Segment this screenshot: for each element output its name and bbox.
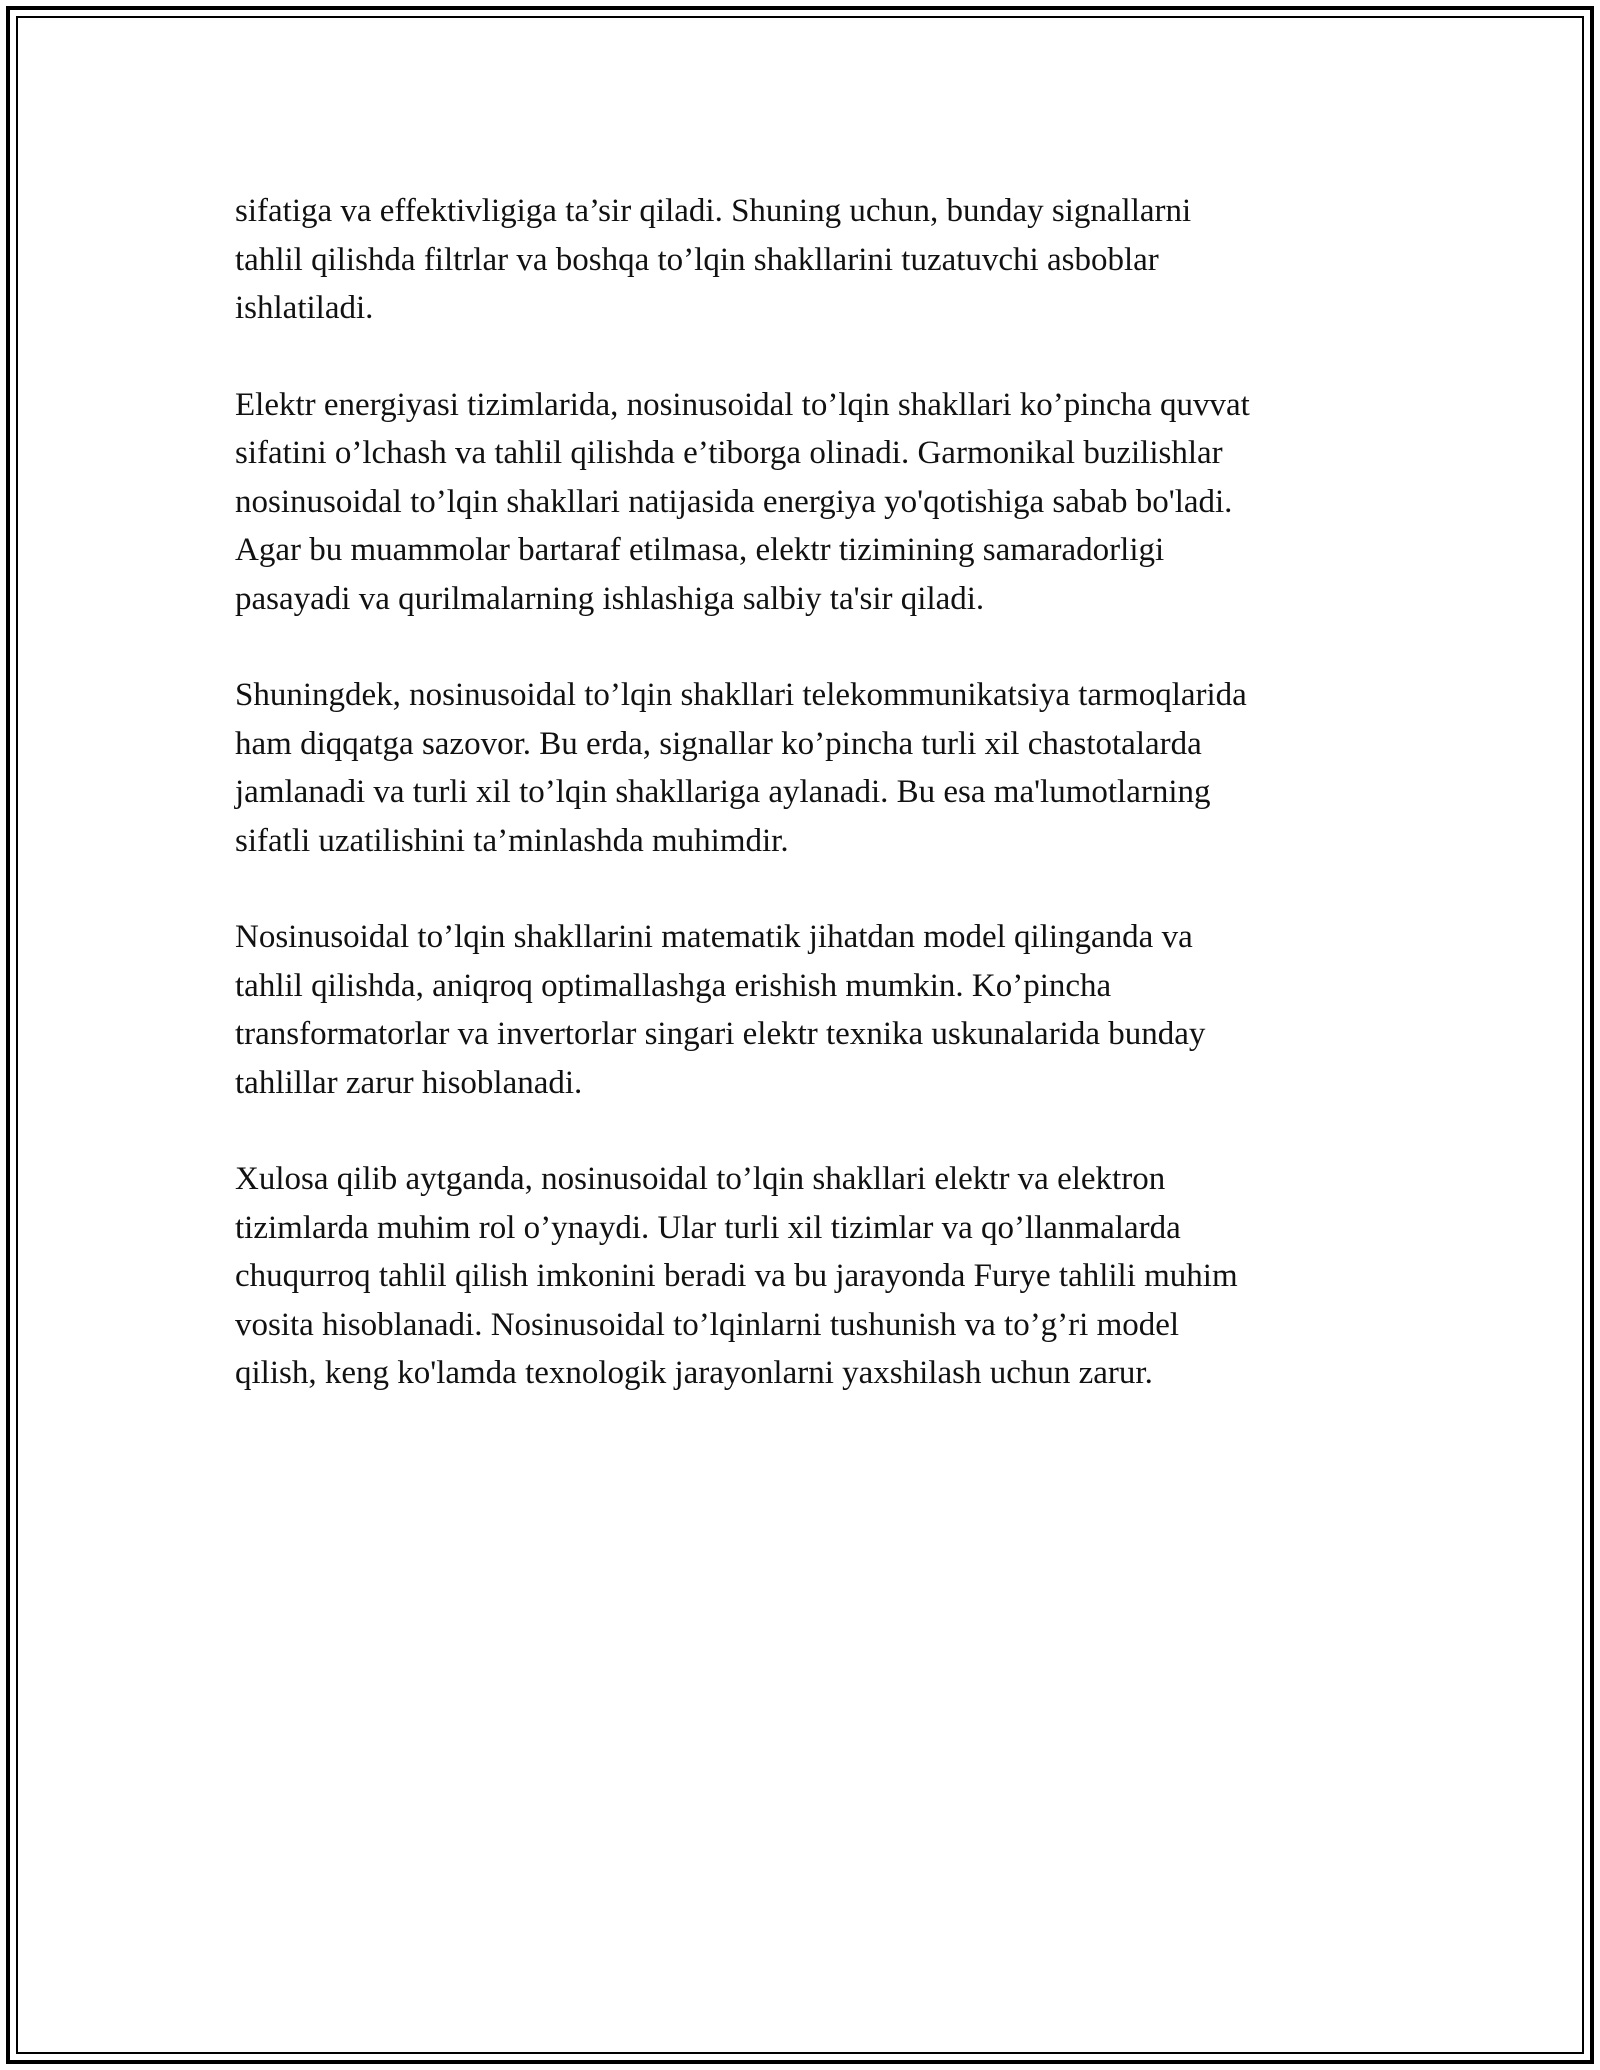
text-line: pasayadi va qurilmalarning ishlashiga salbiy ta'sir qiladi. [235,580,985,617]
text-line: ishlatiladi. [235,290,374,326]
text-line: tizimlarda muhim rol o’ynaydi. Ular turli xil tizimlar va qo’llanmalarda [235,1209,1181,1246]
text-line: chuqurroq tahlil qilish imkonini beradi va bu jarayonda Furye tahlili muhim [235,1258,1238,1294]
paragraph [235,187,1375,333]
text-line: Nosinusoidal to’lqin shakllarini matematik jihatdan model qilinganda va [235,919,1193,955]
text-line: transformatorlar va invertorlar singari elektr texnika uskunalarida bunday [235,1016,1206,1052]
text-line: qilish, keng ko'lamda texnologik jarayonlarni yaxshilash uchun zarur. [235,1355,1153,1391]
text-line: jamlanadi va turli xil to’lqin shakllariga aylanadi. Bu esa ma'lumotlarning [235,774,1211,810]
text-line: nosinusoidal to’lqin shakllari natijasida energiya yo'qotishiga sabab bo'ladi. [235,483,1233,520]
text-line: Shuningdek, nosinusoidal to’lqin shakllari telekommunikatsiya tarmoqlarida [235,677,1247,713]
text-line: sifatli uzatilishini ta’minlashda muhimdir. [235,822,789,859]
text-line: sifatiga va effektivligiga ta’sir qiladi. Shuning uchun, bunday signallarni [235,193,1192,229]
text-line: ham diqqatga sazovor. Bu erda, signallar ko’pincha turli xil chastotalarda [235,725,1202,762]
paragraph [235,381,1375,624]
text-line: Agar bu muammolar bartaraf etilmasa, elektr tizimining samaradorligi [235,532,1165,568]
paragraph [235,913,1375,1107]
document-body [235,187,1375,1446]
text-line: tahlil qilishda, aniqroq optimallashga erishish mumkin. Ko’pincha [235,967,1112,1004]
paragraph [235,671,1375,865]
text-line: Xulosa qilib aytganda, nosinusoidal to’lqin shakllari elektr va elektron [235,1161,1166,1197]
text-line: tahlil qilishda filtrlar va boshqa to’lqin shakllarini tuzatuvchi asboblar [235,241,1159,278]
text-line: sifatini o’lchash va tahlil qilishda e’tiborga olinadi. Garmonikal buzilishlar [235,435,1223,471]
paragraph [235,1155,1375,1398]
text-line: tahlillar zarur hisoblanadi. [235,1064,583,1101]
text-line: Elektr energiyasi tizimlarida, nosinusoidal to’lqin shakllari ko’pincha quvvat [235,386,1250,423]
text-line: vosita hisoblanadi. Nosinusoidal to’lqinlarni tushunish va to’g’ri model [235,1306,1180,1343]
